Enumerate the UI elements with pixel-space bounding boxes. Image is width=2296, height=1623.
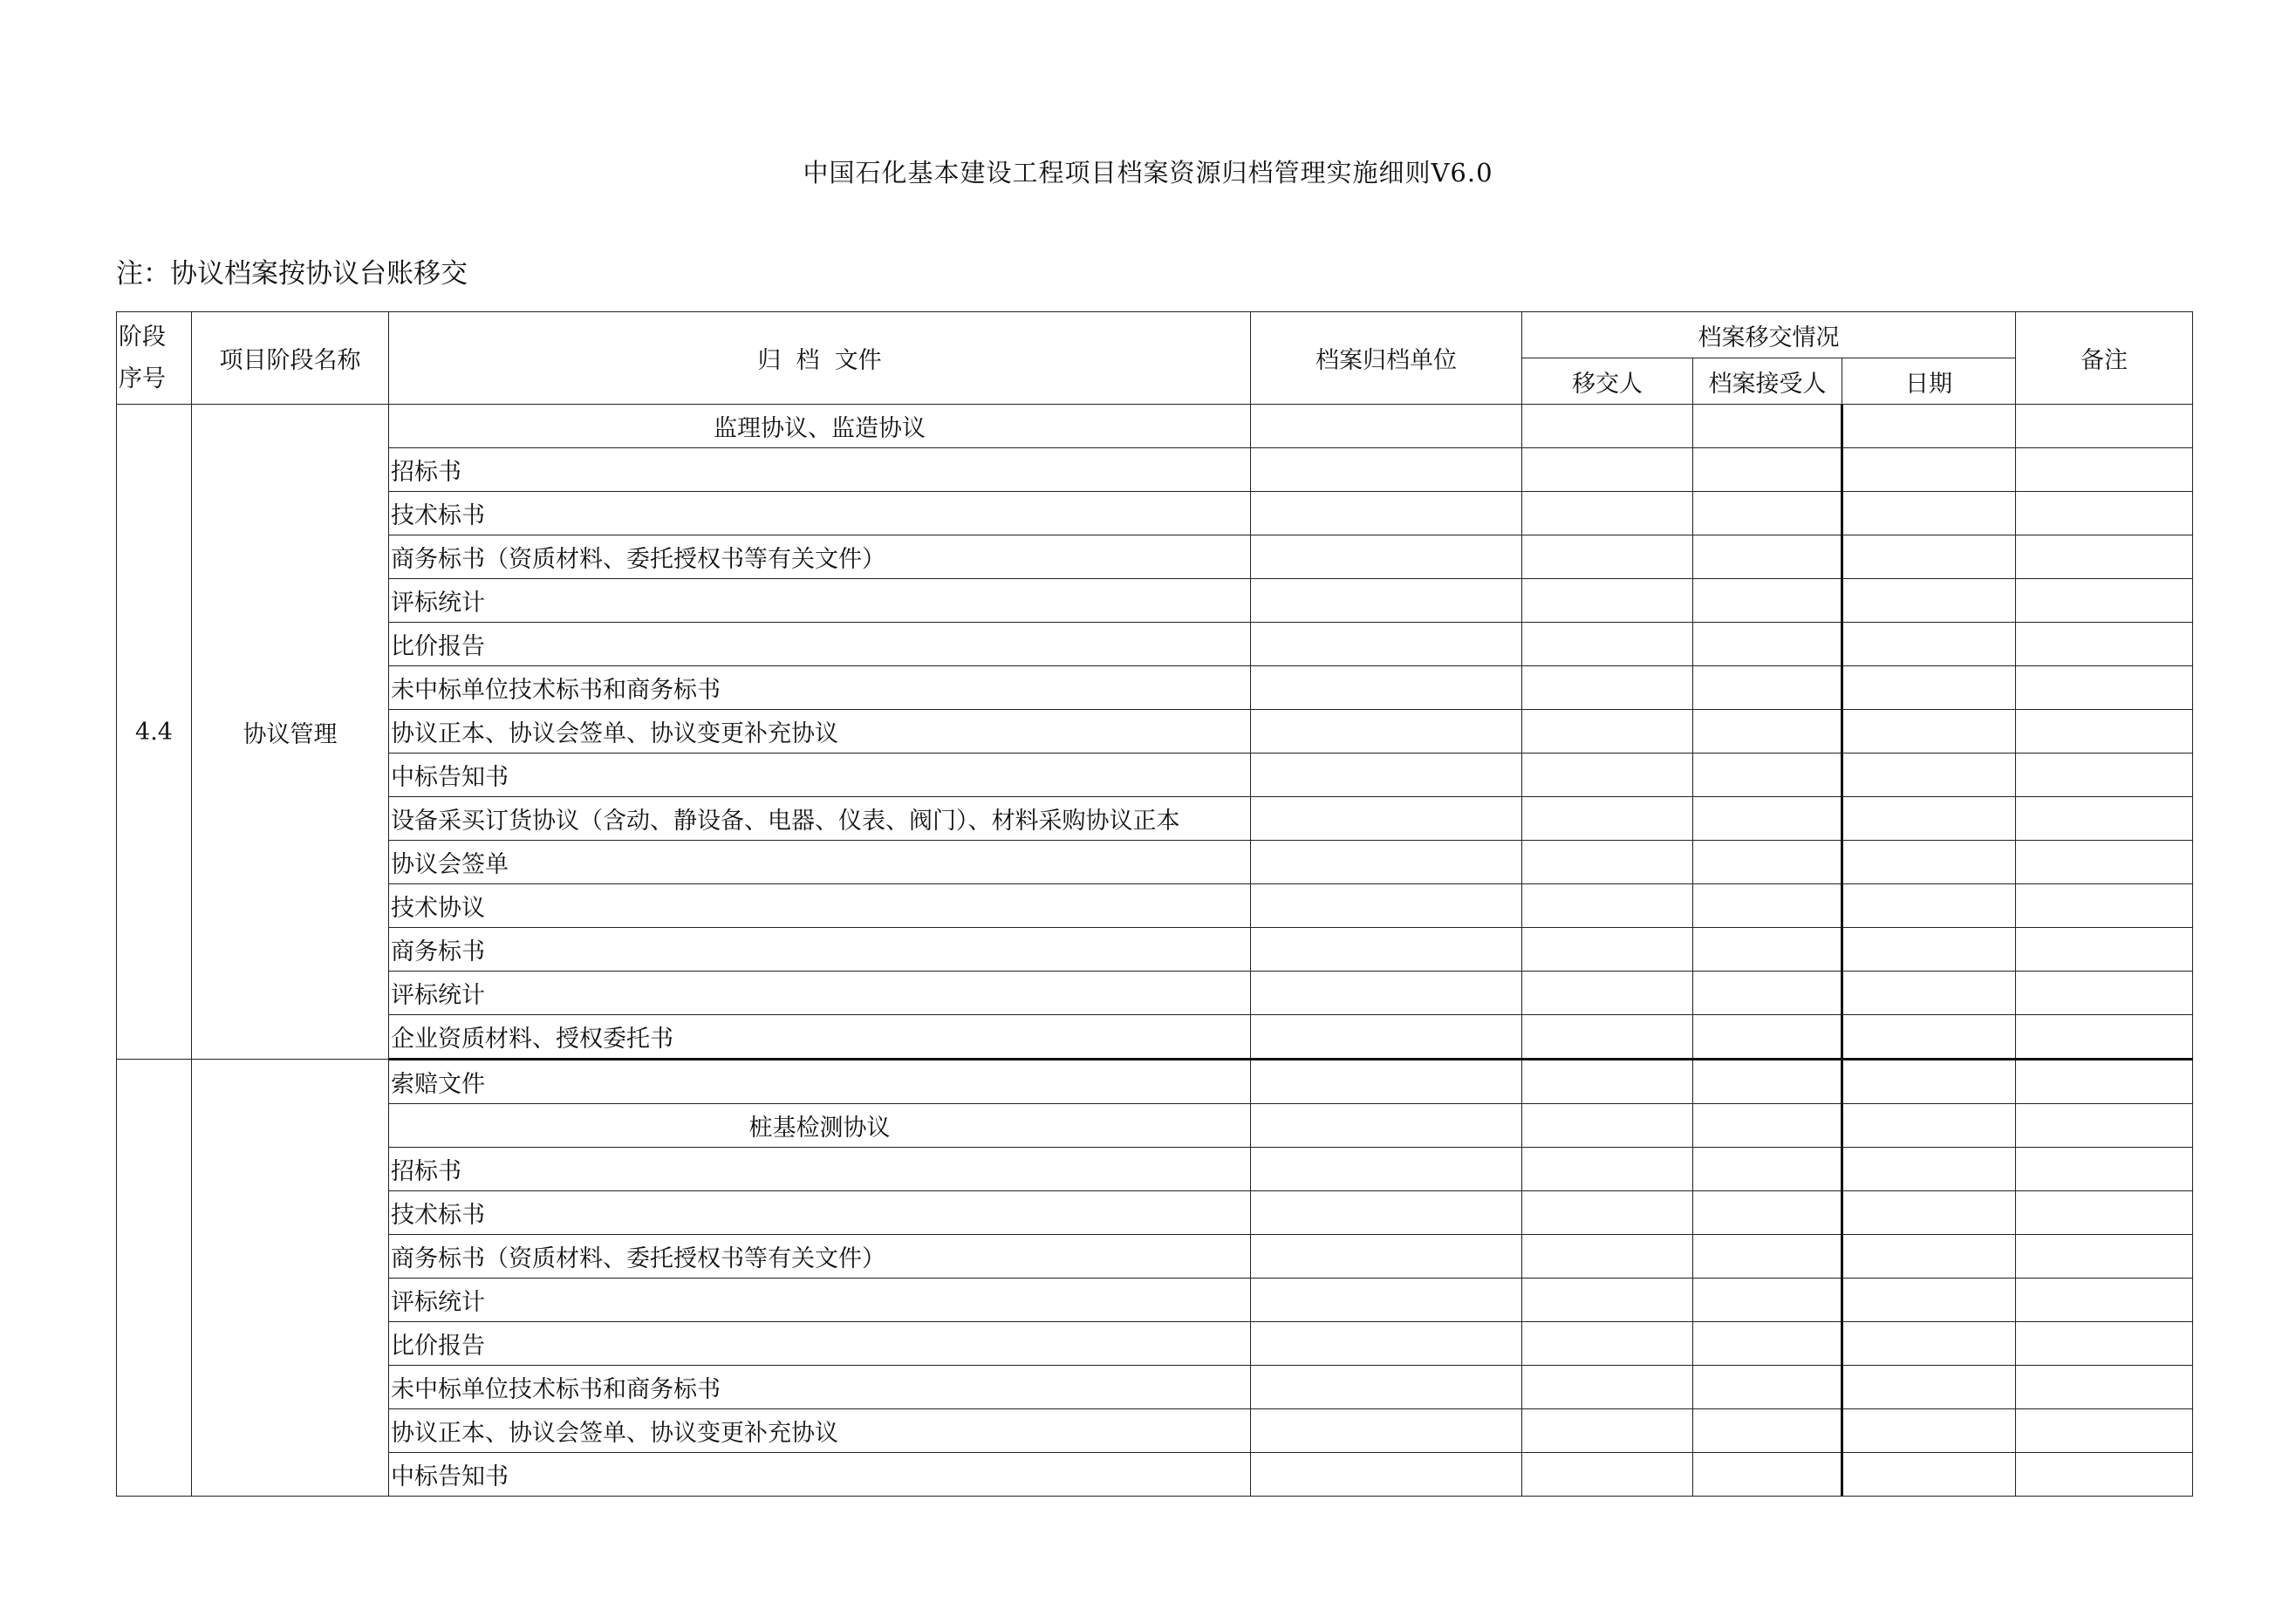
header-stage-seq: 阶段 序号 <box>117 312 192 405</box>
date-cell[interactable] <box>1842 797 2016 841</box>
archive-unit-cell[interactable] <box>1251 1015 1522 1060</box>
date-cell[interactable] <box>1842 1366 2016 1409</box>
transferor-cell[interactable] <box>1522 1409 1693 1453</box>
table-row <box>117 972 2193 1015</box>
transferor-cell[interactable] <box>1522 1148 1693 1191</box>
table-row <box>117 1453 2193 1497</box>
receiver-cell[interactable] <box>1693 754 1842 797</box>
archive-file-cell: 评标统计 <box>389 579 1251 623</box>
remarks-cell[interactable] <box>2016 1191 2193 1235</box>
archive-unit-cell[interactable] <box>1251 579 1522 623</box>
receiver-cell[interactable] <box>1693 448 1842 492</box>
archive-file-cell: 监理协议、监造协议 <box>389 405 1251 448</box>
table-row <box>117 1409 2193 1453</box>
date-cell[interactable] <box>1842 1104 2016 1148</box>
archive-unit-cell[interactable] <box>1251 972 1522 1015</box>
receiver-cell[interactable] <box>1693 1409 1842 1453</box>
remarks-cell[interactable] <box>2016 448 2193 492</box>
receiver-cell[interactable] <box>1693 972 1842 1015</box>
table-row <box>117 405 2193 448</box>
transferor-cell[interactable] <box>1522 884 1693 928</box>
receiver-cell[interactable] <box>1693 535 1842 579</box>
receiver-cell[interactable] <box>1693 623 1842 666</box>
table-row <box>117 1235 2193 1279</box>
header-remarks: 备注 <box>2016 312 2193 405</box>
archive-unit-cell[interactable] <box>1251 1322 1522 1366</box>
archive-unit-cell[interactable] <box>1251 492 1522 535</box>
receiver-cell[interactable] <box>1693 710 1842 754</box>
header-transferor: 移交人 <box>1522 358 1693 405</box>
table-row <box>117 1366 2193 1409</box>
receiver-cell[interactable] <box>1693 797 1842 841</box>
transferor-cell[interactable] <box>1522 1191 1693 1235</box>
archive-unit-cell[interactable] <box>1251 1191 1522 1235</box>
table-row <box>117 1322 2193 1366</box>
archive-table <box>116 311 2193 1497</box>
table-row <box>117 448 2193 492</box>
archive-file-cell: 招标书 <box>389 1148 1251 1191</box>
archive-file-cell: 商务标书 <box>389 928 1251 972</box>
stage-seq-cell <box>117 1060 192 1497</box>
table-row <box>117 1015 2193 1060</box>
table-row <box>117 710 2193 754</box>
remarks-cell[interactable] <box>2016 666 2193 710</box>
stage-seq-cell: 4.4 <box>117 405 192 1060</box>
transferor-cell[interactable] <box>1522 797 1693 841</box>
archive-file-cell: 未中标单位技术标书和商务标书 <box>389 1366 1251 1409</box>
header-row-1 <box>117 312 2193 358</box>
transferor-cell[interactable] <box>1522 841 1693 884</box>
date-cell[interactable] <box>1842 666 2016 710</box>
receiver-cell[interactable] <box>1693 579 1842 623</box>
transferor-cell[interactable] <box>1522 754 1693 797</box>
archive-unit-cell[interactable] <box>1251 1060 1522 1104</box>
archive-unit-cell[interactable] <box>1251 884 1522 928</box>
receiver-cell[interactable] <box>1693 1279 1842 1322</box>
remarks-cell[interactable] <box>2016 535 2193 579</box>
date-cell[interactable] <box>1842 1235 2016 1279</box>
remarks-cell[interactable] <box>2016 1453 2193 1497</box>
remarks-cell[interactable] <box>2016 623 2193 666</box>
transferor-cell[interactable] <box>1522 579 1693 623</box>
remarks-cell[interactable] <box>2016 1060 2193 1104</box>
date-cell[interactable] <box>1842 492 2016 535</box>
table-row <box>117 754 2193 797</box>
table-row <box>117 535 2193 579</box>
remarks-cell[interactable] <box>2016 884 2193 928</box>
archive-file-cell: 比价报告 <box>389 1322 1251 1366</box>
archive-file-cell: 协议正本、协议会签单、协议变更补充协议 <box>389 710 1251 754</box>
archive-unit-cell[interactable] <box>1251 535 1522 579</box>
stage-name-cell <box>192 1060 389 1497</box>
document-title: 中国石化基本建设工程项目档案资源归档管理实施细则V6.0 <box>803 158 1493 188</box>
receiver-cell[interactable] <box>1693 666 1842 710</box>
table-row <box>117 666 2193 710</box>
date-cell[interactable] <box>1842 884 2016 928</box>
archive-unit-cell[interactable] <box>1251 1453 1522 1497</box>
date-cell[interactable] <box>1842 448 2016 492</box>
transferor-cell[interactable] <box>1522 1235 1693 1279</box>
date-cell[interactable] <box>1842 928 2016 972</box>
transferor-cell[interactable] <box>1522 448 1693 492</box>
date-cell[interactable] <box>1842 1148 2016 1191</box>
archive-file-cell: 设备采买订货协议（含动、静设备、电器、仪表、阀门）、材料采购协议正本 <box>389 797 1251 841</box>
transferor-cell[interactable] <box>1522 1322 1693 1366</box>
archive-unit-cell[interactable] <box>1251 1366 1522 1409</box>
transferor-cell[interactable] <box>1522 666 1693 710</box>
date-cell[interactable] <box>1842 1279 2016 1322</box>
archive-file-cell: 技术协议 <box>389 884 1251 928</box>
document-note: 注：协议档案按协议台账移交 <box>116 258 468 290</box>
archive-file-cell: 协议正本、协议会签单、协议变更补充协议 <box>389 1409 1251 1453</box>
receiver-cell[interactable] <box>1693 1060 1842 1104</box>
date-cell[interactable] <box>1842 754 2016 797</box>
header-receiver: 档案接受人 <box>1693 358 1842 405</box>
archive-file-cell: 技术标书 <box>389 492 1251 535</box>
table-row <box>117 1279 2193 1322</box>
table-row <box>117 841 2193 884</box>
archive-file-cell: 索赔文件 <box>389 1060 1251 1104</box>
date-cell[interactable] <box>1842 405 2016 448</box>
transferor-cell[interactable] <box>1522 1015 1693 1060</box>
archive-unit-cell[interactable] <box>1251 1409 1522 1453</box>
archive-unit-cell[interactable] <box>1251 1104 1522 1148</box>
table-row <box>117 1148 2193 1191</box>
remarks-cell[interactable] <box>2016 492 2193 535</box>
table-row <box>117 492 2193 535</box>
transferor-cell[interactable] <box>1522 972 1693 1015</box>
date-cell[interactable] <box>1842 841 2016 884</box>
archive-file-cell: 商务标书（资质材料、委托授权书等有关文件） <box>389 1235 1251 1279</box>
date-cell[interactable] <box>1842 1322 2016 1366</box>
table-row <box>117 797 2193 841</box>
archive-unit-cell[interactable] <box>1251 841 1522 884</box>
date-cell[interactable] <box>1842 535 2016 579</box>
archive-unit-cell[interactable] <box>1251 710 1522 754</box>
archive-unit-cell[interactable] <box>1251 797 1522 841</box>
date-cell[interactable] <box>1842 1060 2016 1104</box>
remarks-cell[interactable] <box>2016 928 2193 972</box>
remarks-cell[interactable] <box>2016 972 2193 1015</box>
transferor-cell[interactable] <box>1522 492 1693 535</box>
archive-unit-cell[interactable] <box>1251 405 1522 448</box>
receiver-cell[interactable] <box>1693 928 1842 972</box>
remarks-cell[interactable] <box>2016 1409 2193 1453</box>
date-cell[interactable] <box>1842 1191 2016 1235</box>
archive-file-cell: 评标统计 <box>389 1279 1251 1322</box>
transferor-cell[interactable] <box>1522 1279 1693 1322</box>
transferor-cell[interactable] <box>1522 1366 1693 1409</box>
archive-file-cell: 协议会签单 <box>389 841 1251 884</box>
remarks-cell[interactable] <box>2016 797 2193 841</box>
remarks-cell[interactable] <box>2016 754 2193 797</box>
transferor-cell[interactable] <box>1522 1104 1693 1148</box>
date-cell[interactable] <box>1842 1015 2016 1060</box>
archive-file-cell: 未中标单位技术标书和商务标书 <box>389 666 1251 710</box>
header-stage-name: 项目阶段名称 <box>192 312 389 405</box>
archive-unit-cell[interactable] <box>1251 666 1522 710</box>
archive-unit-cell[interactable] <box>1251 754 1522 797</box>
transferor-cell[interactable] <box>1522 623 1693 666</box>
archive-file-cell: 技术标书 <box>389 1191 1251 1235</box>
table-row <box>117 1060 2193 1104</box>
table-row <box>117 1191 2193 1235</box>
table-row <box>117 623 2193 666</box>
remarks-cell[interactable] <box>2016 1279 2193 1322</box>
archive-unit-cell[interactable] <box>1251 1148 1522 1191</box>
remarks-cell[interactable] <box>2016 1104 2193 1148</box>
archive-file-cell: 企业资质材料、授权委托书 <box>389 1015 1251 1060</box>
archive-file-cell: 中标告知书 <box>389 754 1251 797</box>
remarks-cell[interactable] <box>2016 1366 2193 1409</box>
header-date: 日期 <box>1842 358 2016 405</box>
remarks-cell[interactable] <box>2016 1235 2193 1279</box>
archive-file-cell: 评标统计 <box>389 972 1251 1015</box>
archive-unit-cell[interactable] <box>1251 928 1522 972</box>
transferor-cell[interactable] <box>1522 928 1693 972</box>
receiver-cell[interactable] <box>1693 884 1842 928</box>
header-transfer-group: 档案移交情况 <box>1522 312 2016 358</box>
archive-unit-cell[interactable] <box>1251 448 1522 492</box>
remarks-cell[interactable] <box>2016 710 2193 754</box>
remarks-cell[interactable] <box>2016 579 2193 623</box>
stage-name-cell: 协议管理 <box>192 405 389 1060</box>
date-cell[interactable] <box>1842 710 2016 754</box>
receiver-cell[interactable] <box>1693 841 1842 884</box>
remarks-cell[interactable] <box>2016 1015 2193 1060</box>
table-row <box>117 1104 2193 1148</box>
table-row <box>117 579 2193 623</box>
receiver-cell[interactable] <box>1693 1322 1842 1366</box>
remarks-cell[interactable] <box>2016 1322 2193 1366</box>
archive-unit-cell[interactable] <box>1251 1279 1522 1322</box>
archive-file-cell: 商务标书（资质材料、委托授权书等有关文件） <box>389 535 1251 579</box>
transferor-cell[interactable] <box>1522 1060 1693 1104</box>
archive-unit-cell[interactable] <box>1251 623 1522 666</box>
date-cell[interactable] <box>1842 1409 2016 1453</box>
receiver-cell[interactable] <box>1693 1148 1842 1191</box>
date-cell[interactable] <box>1842 1453 2016 1497</box>
receiver-cell[interactable] <box>1693 1191 1842 1235</box>
transferor-cell[interactable] <box>1522 535 1693 579</box>
receiver-cell[interactable] <box>1693 1366 1842 1409</box>
receiver-cell[interactable] <box>1693 1015 1842 1060</box>
receiver-cell[interactable] <box>1693 405 1842 448</box>
header-archive-files: 归 档 文件 <box>389 312 1251 405</box>
receiver-cell[interactable] <box>1693 1235 1842 1279</box>
date-cell[interactable] <box>1842 972 2016 1015</box>
header-archive-unit: 档案归档单位 <box>1251 312 1522 405</box>
date-cell[interactable] <box>1842 579 2016 623</box>
archive-file-cell: 中标告知书 <box>389 1453 1251 1497</box>
archive-unit-cell[interactable] <box>1251 1235 1522 1279</box>
remarks-cell[interactable] <box>2016 841 2193 884</box>
transferor-cell[interactable] <box>1522 405 1693 448</box>
remarks-cell[interactable] <box>2016 1148 2193 1191</box>
receiver-cell[interactable] <box>1693 1453 1842 1497</box>
date-cell[interactable] <box>1842 623 2016 666</box>
receiver-cell[interactable] <box>1693 492 1842 535</box>
receiver-cell[interactable] <box>1693 1104 1842 1148</box>
archive-file-cell: 招标书 <box>389 448 1251 492</box>
transferor-cell[interactable] <box>1522 710 1693 754</box>
archive-file-cell: 比价报告 <box>389 623 1251 666</box>
archive-file-cell: 桩基检测协议 <box>389 1104 1251 1148</box>
transferor-cell[interactable] <box>1522 1453 1693 1497</box>
table-row <box>117 884 2193 928</box>
table-row <box>117 928 2193 972</box>
remarks-cell[interactable] <box>2016 405 2193 448</box>
